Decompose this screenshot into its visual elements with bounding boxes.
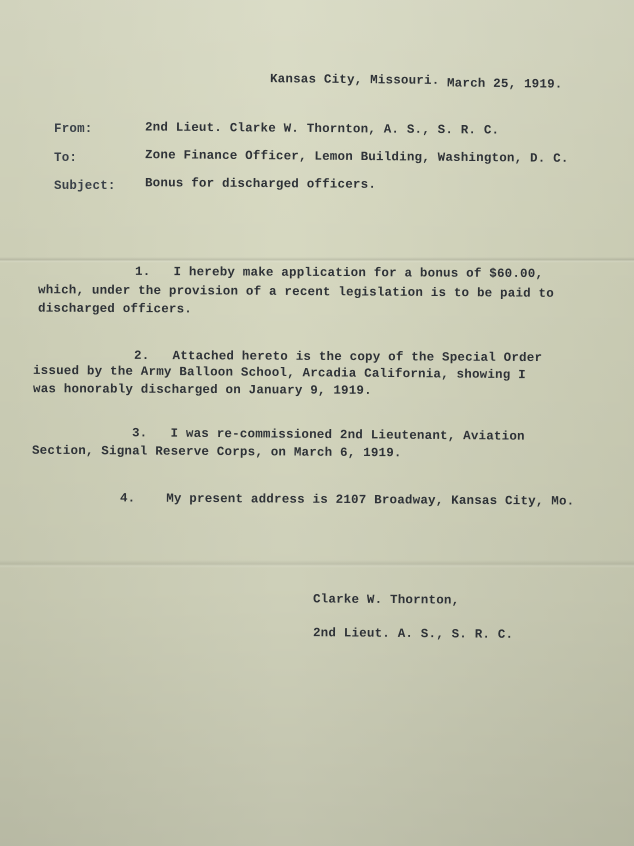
paragraph-2-line-1: 2. Attached hereto is the copy of the Special Order — [133, 348, 543, 366]
paragraph-2-line-2: issued by the Army Balloon School, Arcadia California, showing I — [32, 363, 526, 383]
paragraph-1-line-1: 1. I hereby make application for a bonus of $60.00, — [134, 264, 544, 282]
to-label: To: — [54, 151, 78, 165]
letter-date: March 25, 1919. — [446, 76, 563, 92]
paragraph-4-line-1: 4. My present address is 2107 Broadway, Kansas City, Mo. — [119, 491, 575, 509]
paragraph-1-line-3: discharged officers. — [37, 301, 193, 317]
paragraph-1-line-2: which, under the provision of a recent legislation is to be paid to — [37, 283, 555, 301]
subject-value: Bonus for discharged officers. — [144, 176, 377, 192]
from-value: 2nd Lieut. Clarke W. Thornton, A. S., S. R. C. — [144, 120, 500, 138]
paragraph-2-line-3: was honorably discharged on January 9, 1919. — [32, 382, 372, 398]
from-label: From: — [54, 122, 93, 136]
paper-fold-upper — [0, 257, 634, 263]
paper-fold-lower — [0, 560, 634, 568]
signature-name: Clarke W. Thornton, — [312, 592, 460, 608]
paragraph-3-line-2: Section, Signal Reserve Corps, on March 6, 1919. — [31, 443, 402, 461]
letter-place: Kansas City, Missouri. — [269, 72, 440, 88]
subject-label: Subject: — [54, 179, 116, 193]
to-value: Zone Finance Officer, Lemon Building, Washington, D. C. — [144, 148, 569, 166]
paragraph-3-line-1: 3. I was re-commissioned 2nd Lieutenant, Aviation — [131, 426, 525, 444]
signature-rank: 2nd Lieut. A. S., S. R. C. — [312, 626, 514, 642]
